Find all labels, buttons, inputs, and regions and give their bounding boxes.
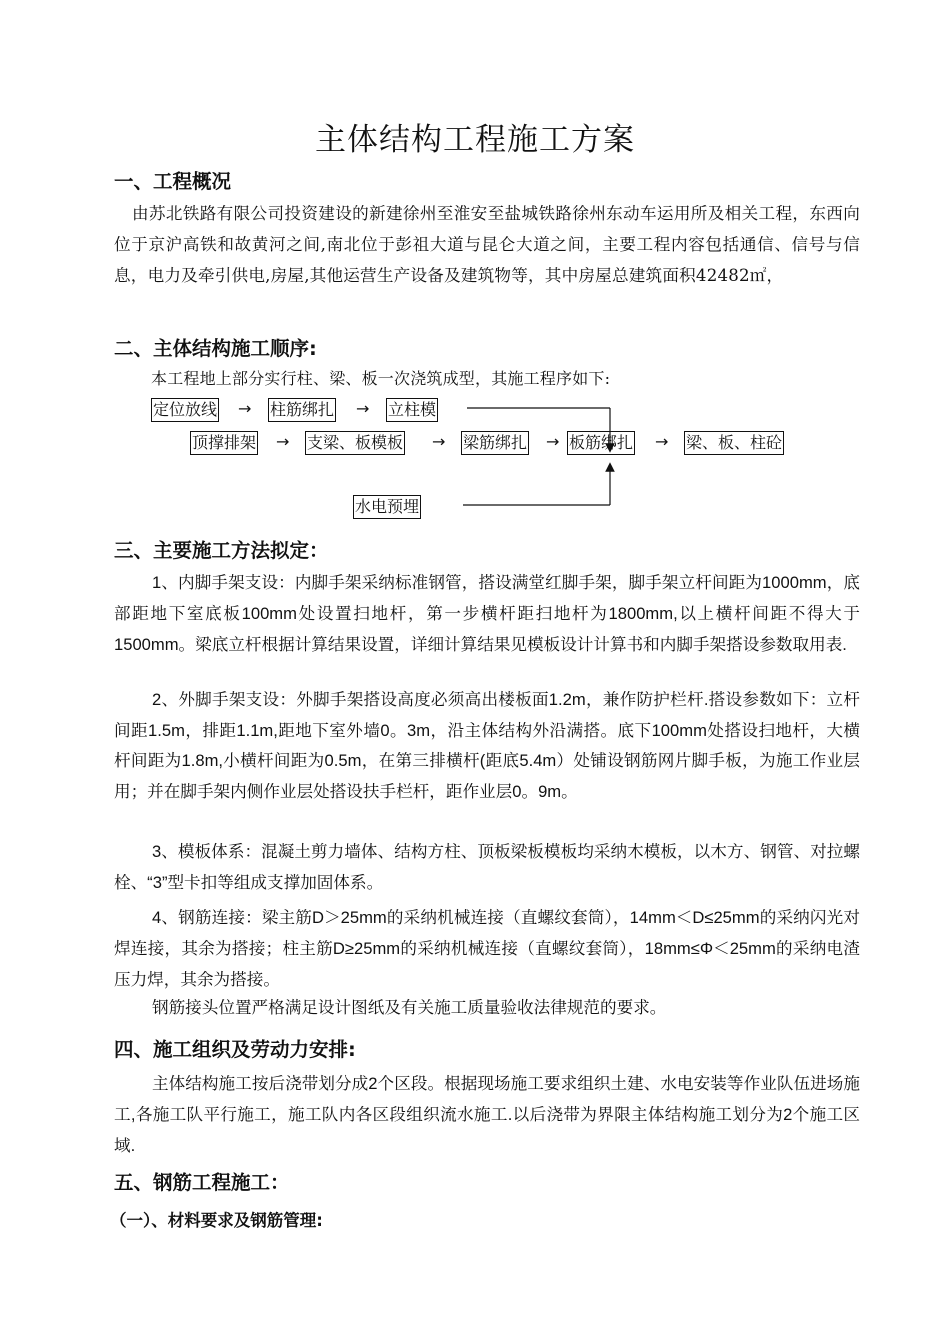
- flow-arrow: →: [356, 399, 370, 418]
- flow-step-mep-embedding: 水电预埋: [353, 495, 421, 519]
- section-heading-rebar-works: 五、钢筋工程施工：: [114, 1171, 290, 1194]
- section-heading-overview: 一、工程概况: [114, 170, 232, 193]
- flow-step-column-formwork: 立柱模: [386, 398, 438, 422]
- section-heading-sequence: 二、主体结构施工顺序:: [114, 337, 317, 360]
- page-title: 主体结构工程施工方案: [315, 122, 635, 158]
- flow-step-beam-rebar: 梁筋绑扎: [461, 431, 529, 455]
- flow-step-column-rebar: 柱筋绑扎: [268, 398, 336, 422]
- organization-paragraph: 主体结构施工按后浇带划分成2个区段。根据现场施工要求组织土建、水电安装等作业队伍进场施工,各施工队平行施工，施工队内各区段组织流水施工.以后浇带为界限主体结构施工划分为2个施工区域.: [114, 1074, 860, 1155]
- section-heading-organization: 四、施工组织及劳动力安排:: [114, 1038, 356, 1061]
- flow-step-concrete-pour: 梁、板、柱砼: [684, 431, 784, 455]
- flow-arrow: →: [546, 432, 560, 451]
- flow-arrow: →: [238, 399, 252, 418]
- overview-paragraph: 由苏北铁路有限公司投资建设的新建徐州至淮安至盐城铁路徐州东动车运用所及相关工程，东西向位于京沪高铁和故黄河之间,南北位于彭祖大道与昆仑大道之间，主要工程内容包括通信、信号与信息，电力及牵引供电,房屋,其他运营生产设备及建筑物等，其中房屋总建筑面积42482㎡，: [114, 204, 860, 285]
- sequence-intro: 本工程地上部分实行柱、梁、板一次浇筑成型，其施工程序如下:: [151, 369, 611, 388]
- method-paragraph-rebar-connection: 4、钢筋连接：梁主筋D＞25mm的采纳机械连接（直螺纹套筒），14mm＜D≤25mm的采纳闪光对焊连接，其余为搭接；柱主筋D≥25mm的采纳机械连接（直螺纹套筒），18mm≤Φ＜25mm的采纳电渣压力焊，其余为搭接。: [114, 908, 860, 989]
- section-heading-methods: 三、主要施工方法拟定：: [114, 539, 329, 562]
- method-paragraph-formwork: 3、模板体系：混凝土剪力墙体、结构方柱、顶板梁板模板均采纳木模板，以木方、钢管、对拉螺栓、“3”型卡扣等组成支撑加固体系。: [114, 842, 860, 892]
- subsection-heading-materials: （一）、材料要求及钢筋管理:: [110, 1211, 323, 1230]
- method-paragraph-inner-scaffold: 1、内脚手架支设：内脚手架采纳标准钢管，搭设满堂红脚手架，脚手架立杆间距为1000mm，底部距地下室底板100mm处设置扫地杆，第一步横杆距扫地杆为1800mm,以上横杆间距不得大于1500mm。梁底立杆根据计算结果设置，详细计算结果见模板设计计算书和内脚手架搭设参数取用表.: [114, 573, 860, 654]
- method-paragraph-outer-scaffold: 2、外脚手架支设：外脚手架搭设高度必须高出楼板面1.2m，兼作防护栏杆.搭设参数如下：立杆间距1.5m，排距1.1m,距地下室外墙0。3m，沿主体结构外沿满搭。底下100mm处搭设扫地杆，大横杆间距为1.8m,小横杆间距为0.5m，在第三排横杆(距底5.4m）处铺设钢筋网片脚手板，为施工作业层用；并在脚手架内侧作业层处搭设扶手栏杆，距作业层0。9m。: [114, 690, 860, 801]
- flow-arrow: →: [276, 432, 290, 451]
- flow-arrow: →: [432, 432, 446, 451]
- flow-step-slab-rebar: 板筋绑扎: [567, 431, 635, 455]
- flow-step-beam-slab-formwork: 支梁、板模板: [305, 431, 405, 455]
- flow-step-positioning: 定位放线: [151, 398, 219, 422]
- flow-arrow: →: [655, 432, 669, 451]
- method-paragraph-rebar-joints: 钢筋接头位置严格满足设计图纸及有关施工质量验收法律规范的要求。: [152, 998, 667, 1017]
- flow-step-shoring: 顶撑排架: [190, 431, 258, 455]
